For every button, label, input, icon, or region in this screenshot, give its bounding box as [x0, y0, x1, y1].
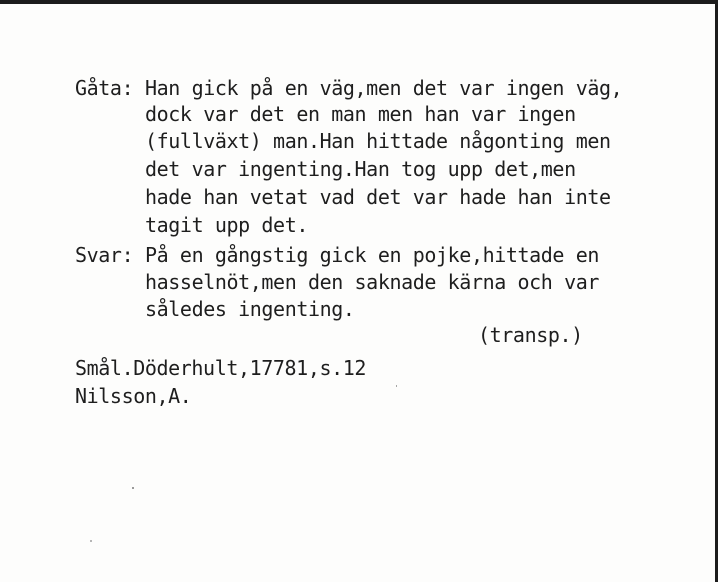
answer-line-3: således ingenting.: [145, 297, 355, 321]
dust-speck: [396, 385, 397, 387]
source-line: Smål.Döderhult,17781,s.12: [75, 356, 367, 380]
riddle-label: Gåta:: [75, 76, 134, 100]
collector-line: Nilsson,A.: [75, 384, 192, 408]
answer-line-2: hasselnöt,men den saknade kärna och var: [145, 270, 599, 294]
dust-speck: [132, 487, 134, 489]
riddle-line-1: Han gick på en väg,men det var ingen väg,: [145, 76, 623, 100]
card-top-edge: [0, 0, 718, 4]
riddle-line-3: (fullväxt) man.Han hittade någonting men: [145, 129, 611, 153]
answer-label: Svar:: [75, 243, 134, 267]
riddle-line-6: tagit upp det.: [145, 213, 308, 237]
answer-line-1: På en gångstig gick en pojke,hittade en: [145, 243, 599, 267]
dust-speck: [90, 540, 92, 542]
riddle-line-2: dock var det en man men han var ingen: [145, 102, 576, 126]
transp-note: (transp.): [478, 323, 583, 347]
riddle-line-4: det var ingenting.Han tog upp det,men: [145, 157, 576, 181]
riddle-line-5: hade han vetat vad det var hade han inte: [145, 185, 611, 209]
